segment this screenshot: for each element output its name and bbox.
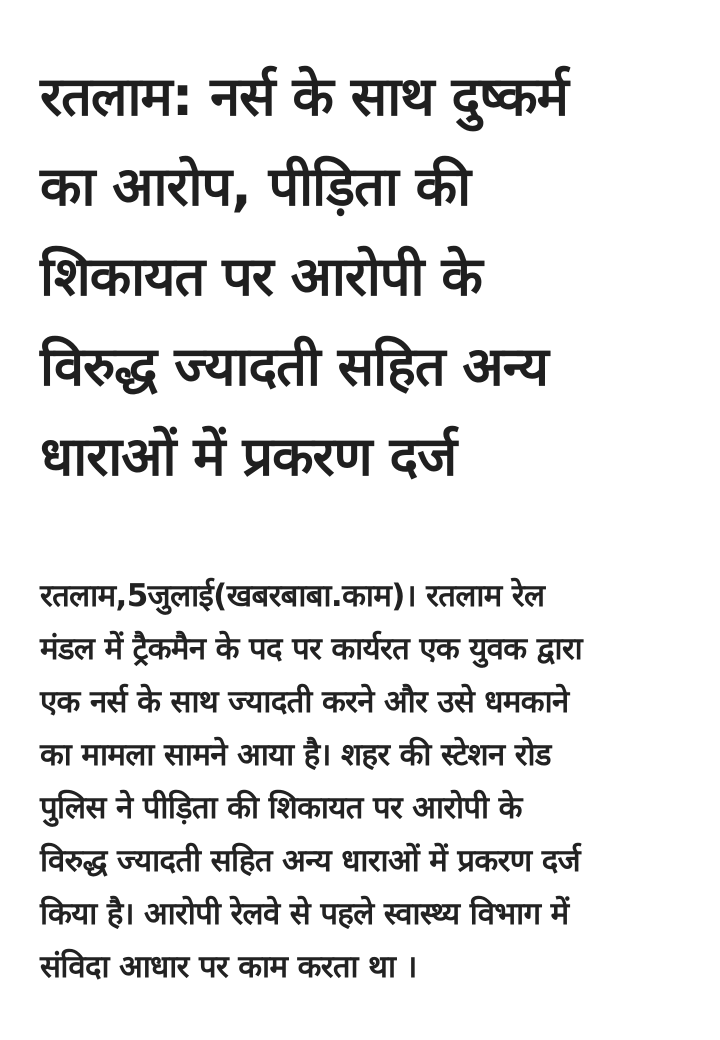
article-body: [40, 570, 700, 994]
body-line: का मामला सामने आया है। शहर की स्टेशन रोड: [40, 737, 551, 773]
body-line: संविदा आधार पर काम करता था ।: [40, 949, 417, 985]
body-line: विरुद्ध ज्यादती सहित अन्य धाराओं में प्रकरण दर्ज: [40, 843, 580, 879]
headline-line: शिकायत पर आरोपी के: [40, 245, 482, 308]
headline-line: धाराओं में प्रकरण दर्ज: [40, 425, 457, 488]
news-article: [40, 52, 700, 985]
body-line: रतलाम,5जुलाई(खबरबाबा.काम)। रतलाम रेल: [40, 578, 545, 614]
body-line: किया है। आरोपी रेलवे से पहले स्वास्थ्य विभाग में: [40, 896, 569, 932]
body-line: पुलिस ने पीड़िता की शिकायत पर आरोपी के: [40, 790, 522, 826]
body-line: मंडल में ट्रैकमैन के पद पर कार्यरत एक युवक द्वारा: [40, 631, 583, 667]
article-headline: [40, 52, 700, 502]
headline-line: रतलाम: नर्स के साथ दुष्कर्म: [40, 65, 568, 128]
headline-line: का आरोप, पीड़िता की: [40, 155, 471, 218]
body-line: एक नर्स के साथ ज्यादती करने और उसे धमकाने: [40, 684, 569, 720]
headline-line: विरुद्ध ज्यादती सहित अन्य: [40, 335, 548, 398]
